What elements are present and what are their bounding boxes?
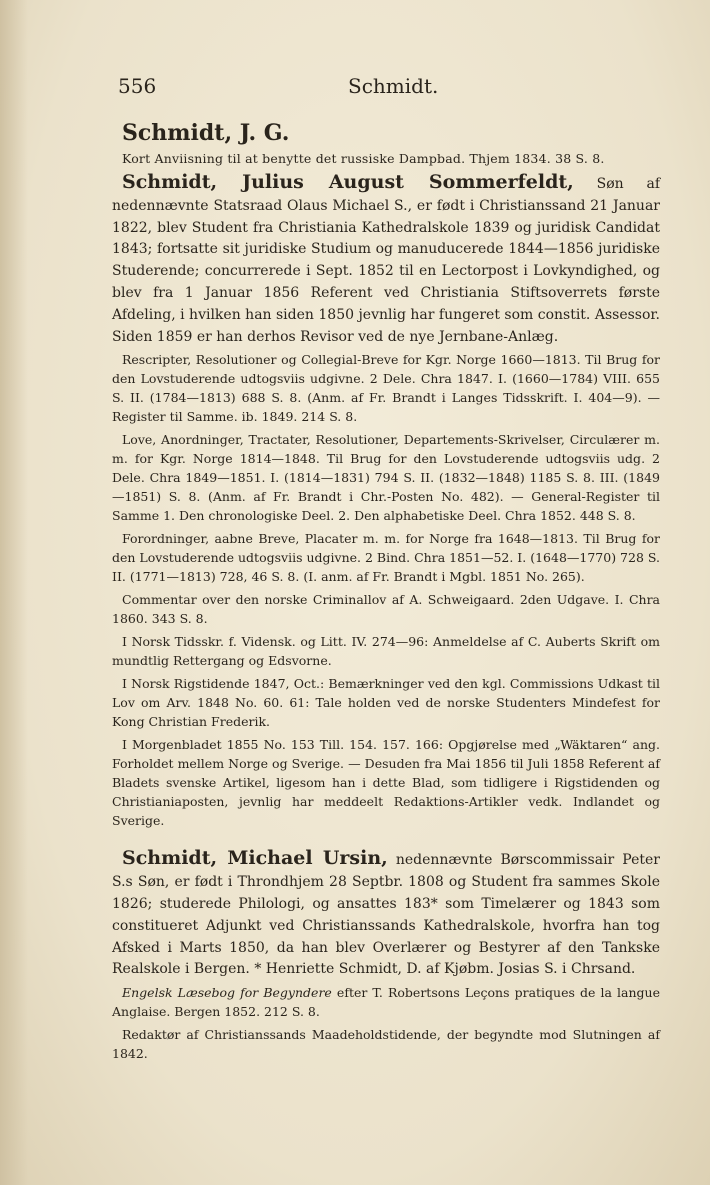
bibliography-item bbox=[112, 983, 660, 1021]
running-head bbox=[118, 74, 660, 102]
entry-biography bbox=[112, 172, 660, 348]
bibliography-item: I Norsk Tidsskr. f. Vidensk. og Litt. IV. 274—96: Anmeldelse af C. Auberts Skrift om mundtlig Rettergang og Edsvorne. bbox=[112, 634, 660, 669]
bibliography-text: efter T. Robertsons Leçons pratiques de la langue Anglaise. Bergen 1852. 212 S. 8. bbox=[112, 985, 660, 1020]
entry-reference: Kort Anviisning til at benytte det russiske Dampbad. Thjem 1834. 38 S. 8. bbox=[122, 151, 605, 166]
page-spine-shadow bbox=[0, 0, 28, 1185]
page-number: 556 bbox=[118, 74, 157, 98]
biography-text: Søn af nedennævnte Statsraad Olaus Michael S., er født i Christianssand 21 Januar 1822, blev Student fra Christiania Kathedralskole 1839 og juridisk Candidat 1843; fortsatte sit juridiske Studium og manuducerede 1844—1856 juridiske Studerende; concurrerede i Sept. 1852 til en Lectorpost i Lovkyndighed, og blev fra 1 Januar 1856 Referent ved Christiania Stiftsoverrets første Afdeling, i hvilken han siden 1850 jevnlig har fungeret som constit. Assessor. Siden 1859 er han derhos Revisor ved de nye Jernbane-Anlæg. bbox=[112, 176, 661, 345]
entry-heading-schmidt-julius: Schmidt, Julius August Sommerfeldt, bbox=[122, 171, 574, 193]
entry-heading-schmidt-michael: Schmidt, Michael Ursin, bbox=[122, 847, 388, 870]
entry-biography bbox=[112, 848, 660, 981]
entry-heading-schmidt-jg: Schmidt, J. G. bbox=[122, 120, 290, 146]
biography-text: nedennævnte Børscommissair Peter S.s Søn, er født i Throndhjem 28 Septbr. 1808 og Student fra sammes Skole 1826; studerede Philologi, og ansattes 183* som Timelærer og 1843 som constitueret Adjunkt ved Christianssands Kathedralskole, hvorfra han tog Afsked i Marts 1850, da han blev Overlærer og Bestyrer af den Tankske Realskole i Bergen. * Henriette Schmidt, D. af Kjøbm. Josias S. i Chrsand. bbox=[112, 852, 660, 978]
bibliography-item: I Norsk Rigstidende 1847, Oct.: Bemærkninger ved den kgl. Commissions Udkast til Lov om Arv. 1848 No. 60. 61: Tale holden ved de norske Studenters Mindefest for Kong Christian Frederik. bbox=[112, 676, 660, 730]
page-body bbox=[112, 118, 660, 1067]
bibliography-item: Rescripter, Resolutioner og Collegial-Breve for Kgr. Norge 1660—1813. Til Brug for den Lovstuderende udtogsviis udgivne. 2 Dele. Chra 1847. I. (1660—1784) VIII. 655 S. II. (1784—1813) 688 S. 8. (Anm. af Fr. Brandt i Langes Tidsskrift. I. 404—9). — Register til Samme. ib. 1849. 214 S. 8. bbox=[112, 352, 660, 425]
bibliography-item: Love, Anordninger, Tractater, Resolutioner, Departements-Skrivelser, Circulærer m. m. for Kgr. Norge 1814—1848. Til Brug for den Lovstuderende udtogsviis udg. 2 Dele. Chra 1849—1851. I. (1814—1831) 794 S. II. (1832—1848) 1185 S. 8. III. (1849—1851) S. 8. (Anm. af Fr. Brandt i Chr.-Posten No. 482). — General-Register til Samme 1. Den chronologiske Deel. 2. Den alphabetiske Deel. Chra 1852. 448 S. 8. bbox=[112, 432, 660, 524]
running-title: Schmidt. bbox=[348, 74, 439, 98]
bibliography-item: Commentar over den norske Criminallov af A. Schweigaard. 2den Udgave. I. Chra 1860. 343 S. 8. bbox=[112, 592, 660, 627]
bibliography-item: Forordninger, aabne Breve, Placater m. m. for Norge fra 1648—1813. Til Brug for den Lovstuderende udtogsviis udgivne. 2 Bind. Chra 1851—52. I. (1648—1770) 728 S. II. (1771—1813) 728, 46 S. 8. (I. anm. af Fr. Brandt i Mgbl. 1851 No. 265). bbox=[112, 531, 660, 585]
bibliography-item: I Morgenbladet 1855 No. 153 Till. 154. 157. 166: Opgjørelse med „Wäktaren“ ang. Forholdet mellem Norge og Sverige. — Desuden fra Mai 1856 til Juli 1858 Referent af Bladets svenske Artikel, ligesom han i dette Blad, som tidligere i Rigstidenden og Christianiaposten, jevnlig har meddeelt Redaktions-Artikler vedk. Indlandet og Sverige. bbox=[112, 737, 660, 829]
book-title: Engelsk Læsebog for Begyndere bbox=[122, 985, 332, 1001]
bibliography-item: Redaktør af Christianssands Maadeholdstidende, der begyndte mod Slutningen af 1842. bbox=[112, 1027, 660, 1062]
